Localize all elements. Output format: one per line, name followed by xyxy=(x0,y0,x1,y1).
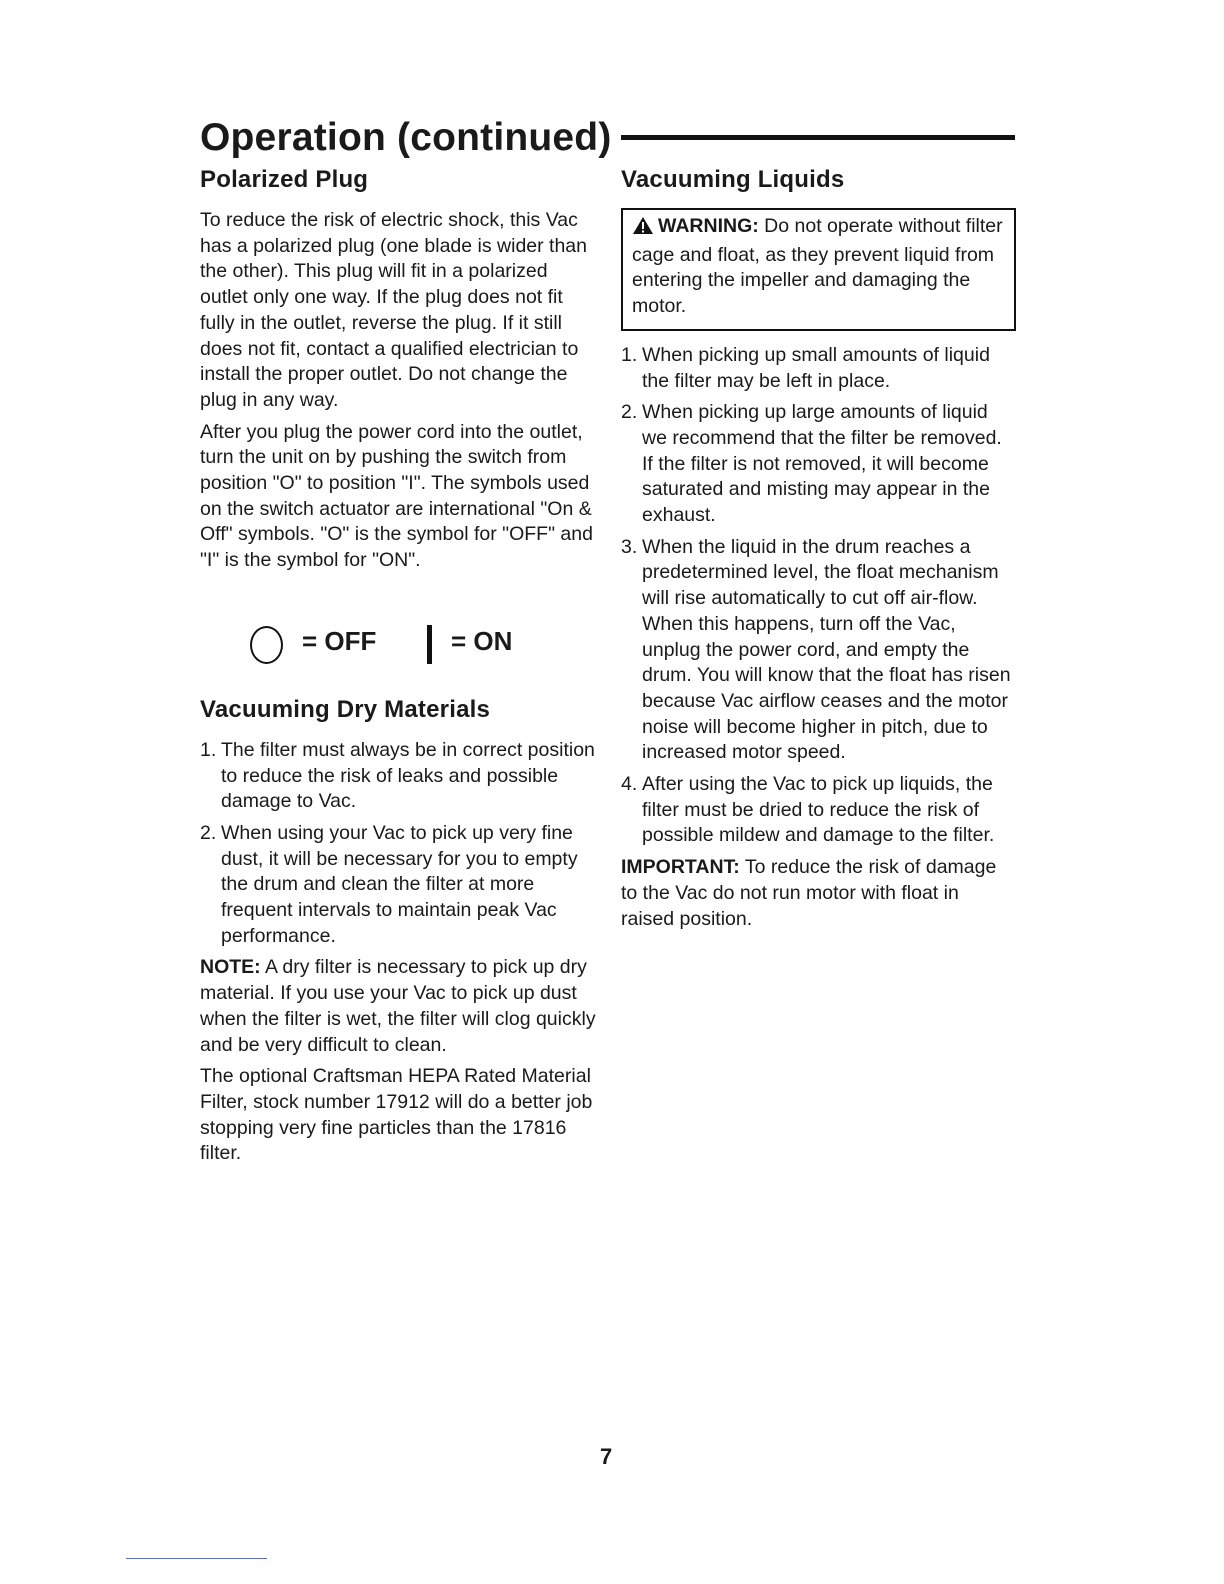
list-item xyxy=(621,400,1016,529)
warning-text: Do not operate without filter cage and float, as they prevent liquid from entering the impeller and damaging the motor. xyxy=(632,215,1003,318)
polarized-plug-heading: Polarized Plug xyxy=(200,166,369,193)
list-item-text: When the liquid in the drum reaches a predetermined level, the float mechanism will rise automatically to cut off air-flow. When this happens, turn off the Vac, unplug the power cord, and empty the drum. You will know that the float has risen because Vac airflow ceases and the motor noise will become higher in pitch, due to increased motor speed. xyxy=(642,535,1011,764)
page-number: 7 xyxy=(600,1444,613,1469)
list-item xyxy=(200,821,600,950)
switch-symbols xyxy=(200,608,600,678)
important-paragraph xyxy=(621,855,1016,932)
title-rule xyxy=(621,135,1015,140)
footer-rule xyxy=(126,1558,267,1559)
list-item xyxy=(621,772,1016,849)
off-symbol-icon xyxy=(250,626,283,664)
on-label: = ON xyxy=(451,625,513,656)
warning-box xyxy=(621,208,1016,331)
warning-paragraph xyxy=(632,214,1004,320)
warning-label: WARNING: xyxy=(658,215,759,237)
on-symbol-icon xyxy=(427,625,432,664)
page-title: Operation (continued) xyxy=(200,116,612,159)
list-item-number: 4. xyxy=(621,773,638,796)
list-item-text: When picking up small amounts of liquid the filter may be left in place. xyxy=(642,343,990,392)
liquids-heading: Vacuuming Liquids xyxy=(621,166,845,193)
dry-materials-heading: Vacuuming Dry Materials xyxy=(200,695,491,723)
important-label: IMPORTANT: xyxy=(621,856,740,879)
list-item xyxy=(621,535,1016,766)
list-item-number: 1. xyxy=(621,343,638,366)
hepa-paragraph: The optional Craftsman HEPA Rated Material Filter, stock number 17912 will do a better job stopping very fine particles than the 17816 filter. xyxy=(200,1065,593,1165)
important-text: To reduce the risk of damage to the Vac do not run motor with float in raised position. xyxy=(621,856,997,930)
list-item-number: 3. xyxy=(621,535,638,558)
switch-paragraph: After you plug the power cord into the outlet, turn the unit on by pushing the switch from position "O" to position "I". The symbols used on the switch actuator are international "On & Off" symbols. "O" is the symbol for "OFF" and "I" is the symbol for "ON". xyxy=(200,420,593,572)
list-item-number: 2. xyxy=(200,821,217,844)
warning-triangle-icon xyxy=(632,216,654,243)
note-paragraph xyxy=(200,955,600,1058)
off-label: = OFF xyxy=(302,625,377,656)
left-column xyxy=(200,166,600,1173)
note-label: NOTE: xyxy=(200,956,261,979)
list-item-text: The filter must always be in correct position to reduce the risk of leaks and possible damage to Vac. xyxy=(221,738,595,813)
list-item-text: When using your Vac to pick up very fine dust, it will be necessary for you to empty the drum and clean the filter at more frequent intervals to maintain peak Vac performance. xyxy=(221,821,578,947)
list-item-number: 1. xyxy=(200,738,217,761)
list-item xyxy=(200,738,600,815)
list-item-number: 2. xyxy=(621,401,638,424)
polarized-plug-paragraph: To reduce the risk of electric shock, this Vac has a polarized plug (one blade is wider than the other). This plug will fit in a polarized outlet only one way. If the plug does not fit fully in the outlet, reverse the plug. If it still does not fit, contact a qualified electrician to install the proper outlet. Do not change the plug in any way. xyxy=(200,209,588,411)
list-item xyxy=(621,343,1016,394)
dry-materials-list xyxy=(200,738,600,950)
note-text: A dry filter is necessary to pick up dry material. If you use your Vac to pick up dust when the filter is wet, the filter will clog quickly and be very difficult to clean. xyxy=(200,956,596,1056)
list-item-text: When picking up large amounts of liquid we recommend that the filter be removed. If the filter is not removed, it will become saturated and misting may appear in the exhaust. xyxy=(642,401,1002,527)
liquids-list xyxy=(621,343,1016,849)
list-item-text: After using the Vac to pick up liquids, the filter must be dried to reduce the risk of possible mildew and damage to the filter. xyxy=(642,773,995,847)
right-column xyxy=(621,166,1016,938)
